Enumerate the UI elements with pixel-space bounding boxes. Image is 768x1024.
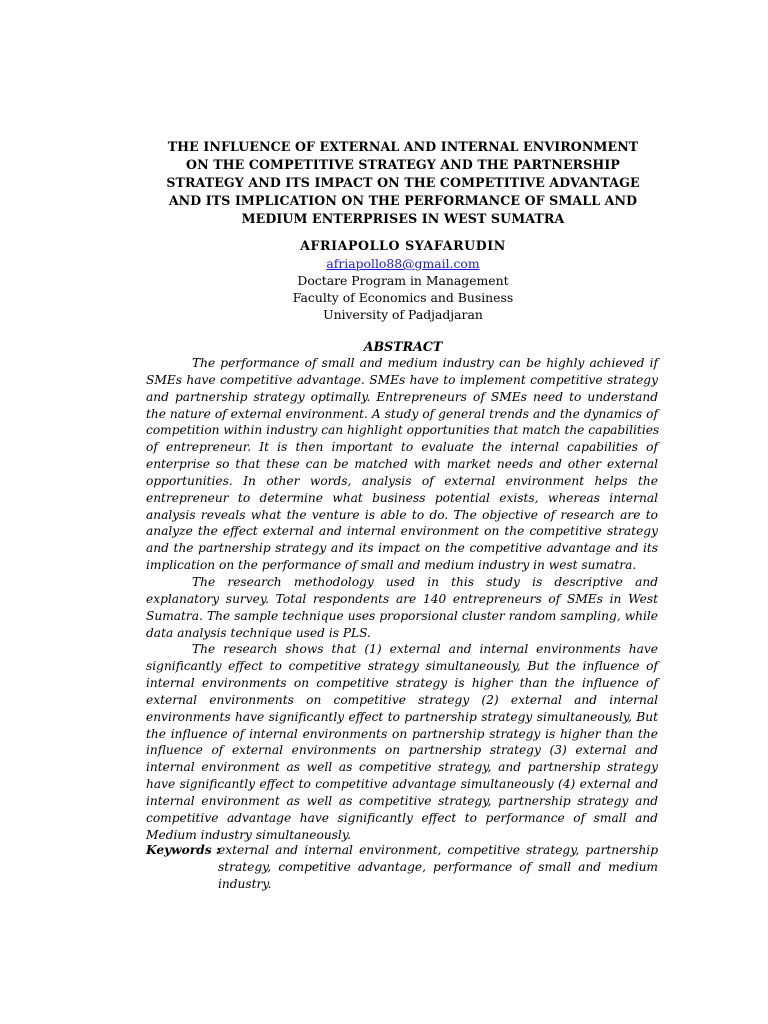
keywords-label: Keywords : bbox=[146, 843, 221, 857]
keywords-line: strategy, competitive advantage, performance of small and medium bbox=[218, 860, 658, 874]
title-line: AND ITS IMPLICATION ON THE PERFORMANCE OF SMALL AND bbox=[168, 193, 638, 208]
abstract-line: have significantly effect to competitive advantage simultaneously (4) external and bbox=[146, 777, 658, 792]
abstract-line: external environments on competitive strategy (2) external and internal bbox=[146, 692, 658, 707]
author-name: AFRIAPOLLO SYAFARUDIN bbox=[300, 238, 506, 253]
abstract-line: the influence of internal environments on partnership strategy is higher than the bbox=[146, 726, 658, 741]
keywords-line: industry. bbox=[218, 877, 272, 891]
abstract-line: significantly effect to competitive strategy simultaneously, But the influence of bbox=[146, 659, 658, 674]
abstract-line: competitive advantage have significantly effect to performance of small and bbox=[146, 810, 658, 825]
author-university: University of Padjadjaran bbox=[323, 307, 483, 322]
keywords-text bbox=[218, 842, 658, 893]
abstract-line: enterprise so that these can be matched with market needs and other external bbox=[146, 457, 658, 472]
abstract-line: internal environments on competitive strategy is higher than the influence of bbox=[146, 676, 658, 691]
abstract-line: internal environment as well as competitive strategy, and partnership strategy bbox=[146, 760, 658, 775]
abstract-line: The performance of small and medium industry can be highly achieved if bbox=[192, 356, 658, 370]
title-line: STRATEGY AND ITS IMPACT ON THE COMPETITIVE ADVANTAGE bbox=[166, 175, 640, 190]
abstract-line: analysis reveals what the venture is able to do. The objective of research are to bbox=[146, 507, 658, 522]
abstract-line: SMEs have competitive advantage. SMEs have to implement competitive strategy bbox=[146, 372, 658, 387]
author-faculty: Faculty of Economics and Business bbox=[292, 290, 514, 305]
abstract-line: and the partnership strategy and its impact on the competitive advantage and its bbox=[146, 541, 658, 556]
abstract-line: implication on the performance of small and medium industry in west sumatra. bbox=[146, 558, 637, 573]
abstract-body bbox=[146, 355, 658, 843]
abstract-line: Medium industry simultaneously. bbox=[146, 827, 351, 842]
abstract-line: explanatory survey. Total respondents are 140 entrepreneurs of SMEs in West bbox=[146, 591, 658, 606]
author-email-link[interactable]: afriapollo88@gmail.com bbox=[326, 256, 480, 271]
abstract-line: entrepreneur to determine what business potential exists, whereas internal bbox=[146, 490, 658, 505]
abstract-line: of entrepreneur. It is then important to evaluate the internal capabilities of bbox=[146, 440, 658, 455]
title-line: THE INFLUENCE OF EXTERNAL AND INTERNAL ENVIRONMENT bbox=[167, 139, 639, 154]
author-program: Doctare Program in Management bbox=[297, 273, 509, 288]
abstract-line: Sumatra. The sample technique uses proporsional cluster random sampling, while bbox=[146, 608, 658, 623]
abstract-line: opportunities. In other words, analysis of external environment helps the bbox=[146, 473, 658, 488]
abstract-line: and partnership strategy optimally. Entrepreneurs of SMEs need to understand bbox=[146, 389, 658, 404]
abstract-line: competition within industry can highlight opportunities that match the capabilities bbox=[146, 423, 660, 438]
abstract-line: internal environment as well as competitive strategy, partnership strategy and bbox=[146, 793, 658, 808]
title-line: MEDIUM ENTERPRISES IN WEST SUMATRA bbox=[241, 211, 565, 226]
abstract-line: data analysis technique used is PLS. bbox=[146, 625, 371, 640]
abstract-line: influence of external environments on partnership strategy (3) external and bbox=[146, 743, 658, 758]
title-line: ON THE COMPETITIVE STRATEGY AND THE PARTNERSHIP bbox=[186, 157, 620, 172]
paper-title bbox=[140, 138, 666, 228]
abstract-line: the nature of external environment. A study of general trends and the dynamics of bbox=[146, 406, 658, 421]
abstract-line: The research shows that (1) external and internal environments have bbox=[192, 642, 658, 657]
keywords-line: external and internal environment, competitive strategy, partnership bbox=[218, 843, 658, 857]
author-block bbox=[200, 237, 606, 323]
abstract-line: environments have significantly effect to partnership strategy simultaneously, But bbox=[146, 709, 658, 724]
abstract-heading: ABSTRACT bbox=[363, 339, 443, 354]
keywords-section bbox=[146, 842, 658, 893]
abstract-line: The research methodology used in this study is descriptive and bbox=[192, 574, 658, 589]
abstract-line: analyze the effect external and internal environment on the competitive strategy bbox=[146, 524, 658, 539]
